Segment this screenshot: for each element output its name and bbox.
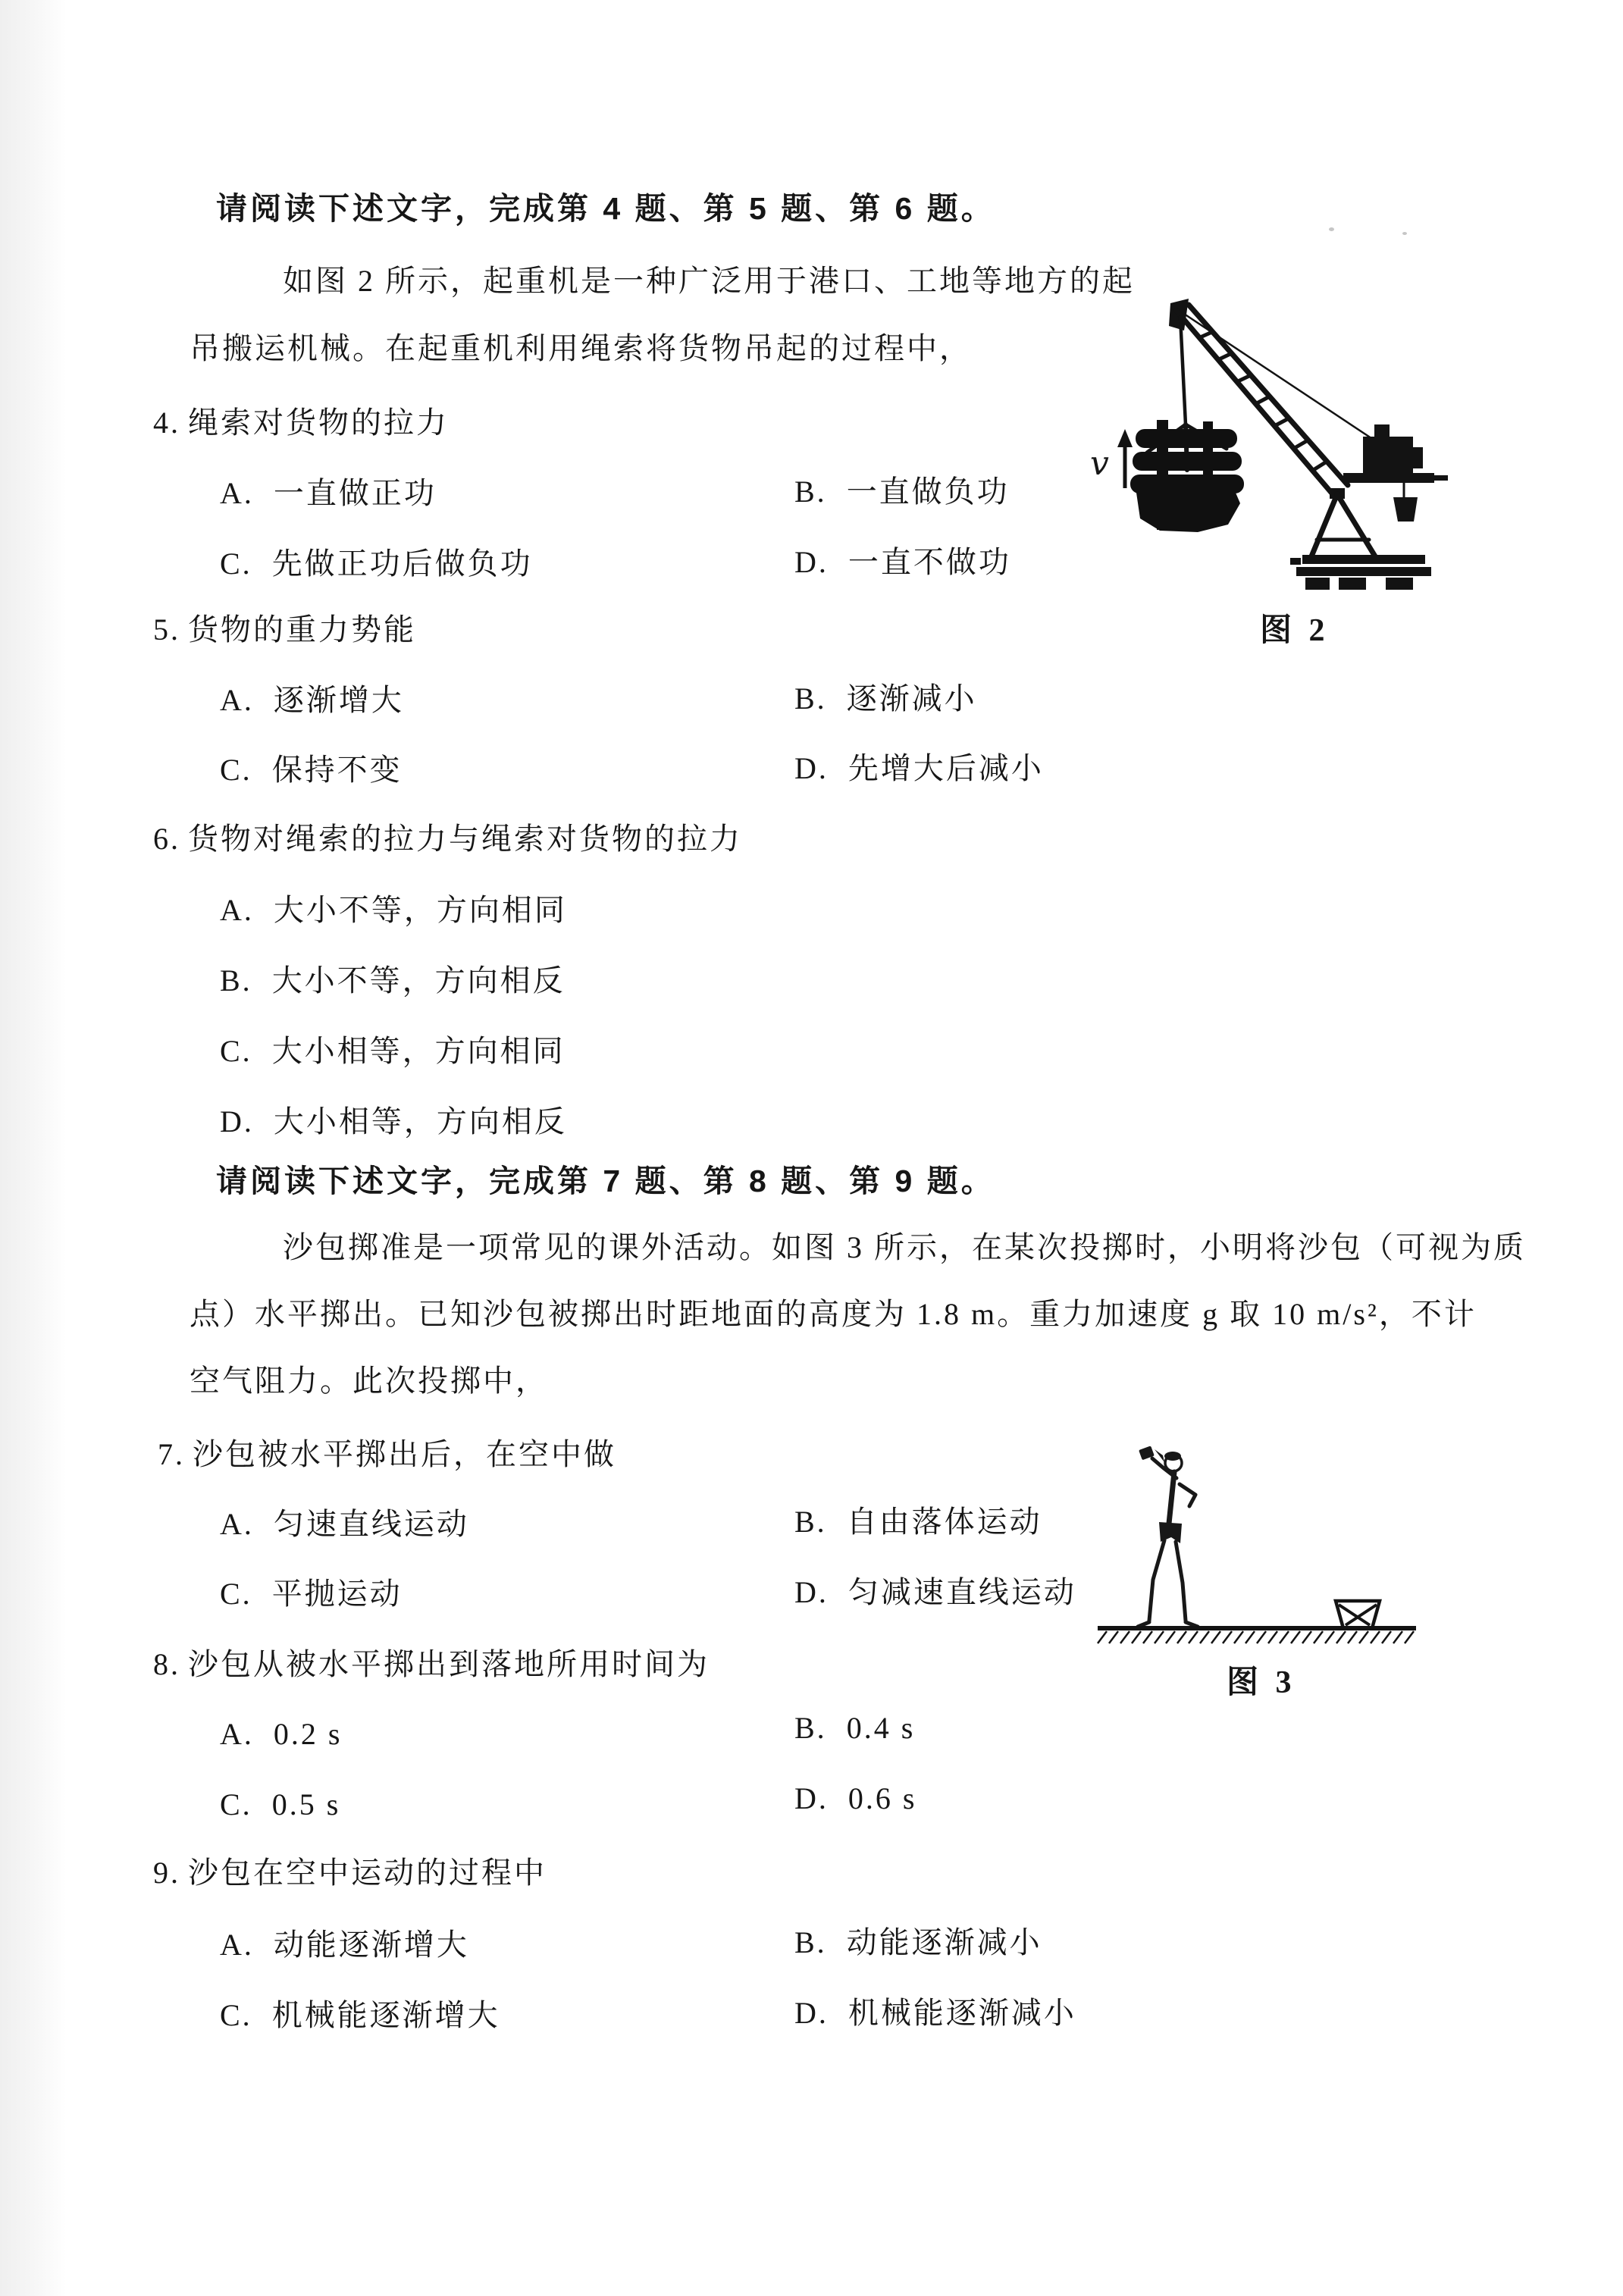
q9-option-c-label: C. (220, 1998, 252, 2032)
question-8 (153, 1647, 710, 1682)
q6-option-c (220, 1034, 566, 1069)
q5-option-b (794, 681, 977, 716)
scan-speck (1402, 232, 1407, 235)
q8-option-c-text: 0.5 s (271, 1787, 341, 1821)
question-8-number: 8. (153, 1647, 180, 1681)
q4-option-a-text: 一直做正功 (273, 476, 437, 510)
crane-backstay-cable (1184, 314, 1387, 449)
q8-option-c-label: C. (220, 1787, 252, 1821)
crane-counterweight (1393, 483, 1418, 522)
crane-winch-housing (1363, 424, 1423, 475)
q5-option-d-label: D. (794, 751, 829, 785)
q8-option-a (220, 1717, 342, 1752)
q9-option-a-label: A. (220, 1928, 254, 1962)
q5-option-a-label: A. (220, 683, 254, 717)
section2-intro-line3: 空气阻力。此次投掷中， (190, 1364, 548, 1398)
q5-option-d-text: 先增大后减小 (848, 751, 1044, 785)
figure2-velocity-label: v (1090, 444, 1109, 483)
question-6-stem: 货物对绳索的拉力与绳索对货物的拉力 (188, 822, 742, 856)
figure2-crane-illustration (1061, 297, 1516, 600)
question-5-number: 5. (153, 612, 180, 647)
q4-option-b-text: 一直做负功 (846, 475, 1010, 509)
question-4 (153, 406, 449, 440)
question-5 (153, 612, 416, 647)
crane-support-frame (1311, 494, 1375, 556)
q7-option-a (220, 1507, 469, 1542)
crane-base-platform (1290, 555, 1431, 590)
q5-option-c (220, 753, 403, 788)
q6-option-a (220, 893, 567, 928)
figure3-caption: 图 3 (1227, 1665, 1296, 1700)
velocity-arrow-icon (1117, 429, 1133, 488)
q6-option-c-label: C. (220, 1034, 252, 1068)
ground-hatching (1098, 1631, 1414, 1643)
cargo-load-bundle (1130, 420, 1244, 532)
q5-option-c-label: C. (220, 753, 252, 787)
q7-option-d-label: D. (794, 1575, 829, 1609)
q8-option-d (794, 1781, 916, 1816)
question-4-stem: 绳索对货物的拉力 (188, 406, 449, 440)
person-figure (1138, 1446, 1198, 1627)
question-7-number: 7. (158, 1437, 185, 1471)
q6-option-a-label: A. (220, 893, 254, 927)
question-5-stem: 货物的重力势能 (188, 612, 416, 647)
q7-option-c (220, 1577, 403, 1612)
q6-option-d-label: D. (220, 1104, 254, 1139)
question-6 (153, 822, 742, 857)
q6-option-c-text: 大小相等，方向相同 (271, 1034, 566, 1068)
q9-option-a (220, 1928, 469, 1962)
q5-option-a-text: 逐渐增大 (273, 683, 404, 717)
question-7-stem: 沙包被水平掷出后，在空中做 (193, 1437, 616, 1471)
q5-option-b-text: 逐渐减小 (846, 681, 977, 716)
q9-option-c-text: 机械能逐渐增大 (271, 1998, 500, 2032)
q9-option-d-label: D. (794, 1996, 829, 2030)
q6-option-b (220, 963, 566, 998)
section1-intro-line1: 如图 2 所示，起重机是一种广泛用于港口、工地等地方的起 (283, 264, 1135, 298)
question-7 (158, 1437, 616, 1472)
q8-option-d-label: D. (794, 1781, 829, 1815)
q7-option-a-text: 匀速直线运动 (273, 1507, 469, 1541)
scan-edge-shadow (0, 0, 67, 2296)
basket-target (1336, 1601, 1380, 1628)
q9-option-d-text: 机械能逐渐减小 (848, 1996, 1076, 2030)
q8-option-a-label: A. (220, 1717, 254, 1751)
q9-option-b-label: B. (794, 1925, 827, 1959)
q7-option-d (794, 1575, 1076, 1610)
q9-option-b-text: 动能逐渐减小 (846, 1925, 1042, 1959)
q5-option-c-text: 保持不变 (271, 753, 403, 787)
q7-option-b (794, 1505, 1042, 1540)
q8-option-b-text: 0.4 s (846, 1711, 916, 1745)
q6-option-a-text: 大小不等，方向相同 (273, 893, 567, 927)
question-6-number: 6. (153, 822, 180, 856)
q8-option-c (220, 1787, 340, 1822)
q8-option-d-text: 0.6 s (848, 1781, 917, 1815)
q7-option-c-text: 平抛运动 (271, 1577, 403, 1611)
q5-option-a (220, 683, 404, 718)
q4-option-d (794, 545, 1011, 580)
question-9-number: 9. (153, 1856, 180, 1890)
figure2-caption: 图 2 (1260, 613, 1330, 648)
question-8-stem: 沙包从被水平掷出到落地所用时间为 (188, 1647, 710, 1681)
section1-instruction: 请阅读下述文字，完成第 4 题、第 5 题、第 6 题。 (216, 191, 995, 226)
section2-intro-line1: 沙包掷准是一项常见的课外活动。如图 3 所示，在某次投掷时，小明将沙包（可视为质 (283, 1230, 1526, 1264)
crane-boom-rungs (1198, 332, 1327, 471)
q5-option-b-label: B. (794, 681, 827, 716)
q6-option-b-label: B. (220, 963, 252, 998)
q8-option-b-label: B. (794, 1711, 827, 1745)
q4-option-b-label: B. (794, 475, 827, 509)
section1-intro-line2: 吊搬运机械。在起重机利用绳索将货物吊起的过程中， (190, 331, 972, 365)
q4-option-c-label: C. (220, 547, 252, 581)
scan-speck (1329, 227, 1334, 231)
q5-option-d (794, 751, 1044, 786)
q9-option-d (794, 1996, 1076, 2031)
question-4-number: 4. (153, 406, 180, 440)
q7-option-d-text: 匀减速直线运动 (848, 1575, 1076, 1609)
question-9-stem: 沙包在空中运动的过程中 (188, 1856, 547, 1890)
q9-option-b (794, 1925, 1042, 1960)
section2-intro-line2: 点）水平掷出。已知沙包被掷出时距地面的高度为 1.8 m。重力加速度 g 取 10 m/s²，不计 (190, 1297, 1477, 1331)
q7-option-b-label: B. (794, 1505, 827, 1539)
q4-option-a-label: A. (220, 476, 254, 510)
q6-option-d (220, 1104, 567, 1139)
question-9 (153, 1856, 547, 1890)
q6-option-b-text: 大小不等，方向相反 (271, 963, 566, 998)
section2-instruction: 请阅读下述文字，完成第 7 题、第 8 题、第 9 题。 (216, 1164, 995, 1198)
q4-option-d-text: 一直不做功 (848, 545, 1011, 579)
q8-option-a-text: 0.2 s (273, 1717, 343, 1751)
q7-option-a-label: A. (220, 1507, 254, 1541)
q8-option-b (794, 1711, 915, 1746)
figure3-thrower-illustration (1084, 1430, 1509, 1657)
q9-option-c (220, 1998, 500, 2033)
q7-option-c-label: C. (220, 1577, 252, 1611)
q4-option-c (220, 547, 533, 581)
q9-option-a-text: 动能逐渐增大 (273, 1928, 469, 1962)
q4-option-d-label: D. (794, 545, 829, 579)
q6-option-d-text: 大小相等，方向相反 (273, 1104, 567, 1139)
q7-option-b-text: 自由落体运动 (846, 1505, 1042, 1539)
q4-option-c-text: 先做正功后做负功 (271, 547, 533, 581)
q4-option-b (794, 475, 1010, 509)
q4-option-a (220, 476, 437, 511)
